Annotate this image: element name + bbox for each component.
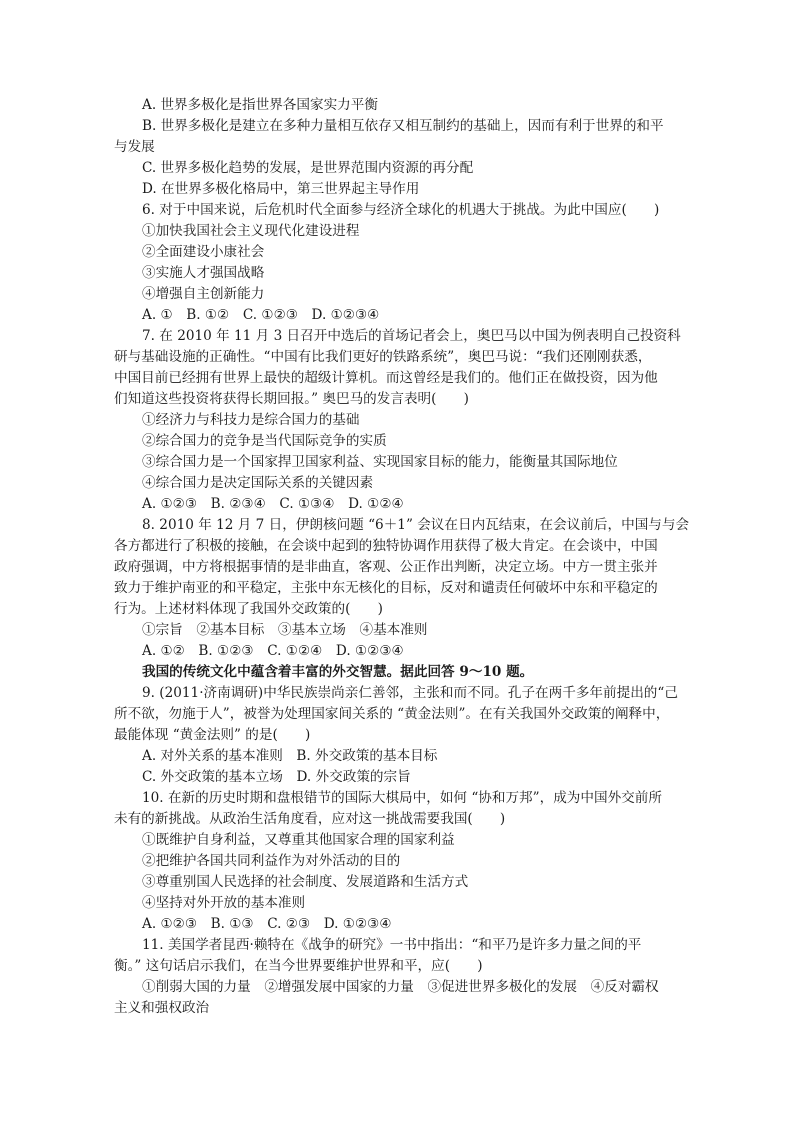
q11-stem-line1: 11. 美国学者昆西·赖特在《战争的研究》一书中指出：“和平乃是许多力量之间的平 — [142, 937, 642, 953]
q6-item-4: ④增强自主创新能力 — [142, 286, 265, 302]
q7-stem-line4: 们知道这些投资将获得长期回报。” 奥巴马的发言表明( ) — [114, 391, 469, 407]
q9-stem-line2: 所不欲，勿施于人”，被誉为处理国家间关系的 “黄金法则”。在有关我国外交政策的阐释中， — [114, 706, 670, 722]
q6-item-3: ③实施人才强国战略 — [142, 265, 265, 281]
q5-option-b-line1: B. 世界多极化是建立在多种力量相互依存又相互制约的基础上，因而有利于世界的和平 — [142, 118, 664, 134]
q8-stem-line1: 8. 2010 年 12 月 7 日，伊朗核问题 “6＋1” 会议在日内瓦结束，在会议前后，中国与与会 — [142, 517, 690, 533]
q8-stem-line3: 政府强调，中方将根据事情的是非曲直，客观、公正作出判断，决定立场。中方一贯主张并 — [114, 559, 658, 575]
q5-option-a: A. 世界多极化是指世界各国家实力平衡 — [142, 97, 378, 113]
q10-item-3: ③尊重别国人民选择的社会制度、发展道路和生活方式 — [142, 874, 469, 890]
q6-choices: A. ① B. ①② C. ①②③ D. ①②③④ — [142, 307, 380, 323]
q9-stem-line1: 9. (2011·济南调研)中华民族崇尚亲仁善邻，主张和而不同。孔子在两千多年前提出的“己 — [142, 685, 678, 701]
q7-choices: A. ①②③ B. ②③④ C. ①③④ D. ①②④ — [142, 496, 404, 512]
q9-choices-line1: A. 对外关系的基本准则 B. 外交政策的基本目标 — [142, 748, 438, 764]
q10-stem-line1: 10. 在新的历史时期和盘根错节的国际大棋局中，如何 “协和万邦”，成为中国外交前所 — [142, 790, 662, 806]
q7-stem-line2: 研与基础设施的正确性。“中国有比我们更好的铁路系统”，奥巴马说：“我们还刚刚获悉， — [114, 349, 652, 365]
q10-choices: A. ①②③ B. ①③ C. ②③ D. ①②③④ — [142, 916, 392, 932]
q8-items: ①宗旨 ②基本目标 ③基本立场 ④基本准则 — [142, 622, 428, 638]
section-intro: 我国的传统文化中蕴含着丰富的外交智慧。据此回答 9～10 题。 — [142, 664, 534, 680]
q9-stem-line3: 最能体现 “黄金法则” 的是( ) — [114, 727, 311, 743]
q10-item-4: ④坚持对外开放的基本准则 — [142, 895, 306, 911]
q8-stem-line4: 致力于维护南亚的和平稳定，主张中东无核化的目标，反对和谴责任何破坏中东和平稳定的 — [114, 580, 658, 596]
q7-stem-line1: 7. 在 2010 年 11 月 3 日召开中选后的首场记者会上，奥巴马以中国为例表明自己投资科 — [142, 328, 681, 344]
q6-item-2: ②全面建设小康社会 — [142, 244, 265, 260]
q11-items-line2: 主义和强权政治 — [114, 1000, 210, 1016]
q11-items-line1: ①削弱大国的力量 ②增强发展中国家的力量 ③促进世界多极化的发展 ④反对霸权 — [142, 979, 659, 995]
q10-stem-line2: 未有的新挑战。从政治生活角度看，应对这一挑战需要我国( ) — [114, 811, 506, 827]
q8-stem-line2: 各方都进行了积极的接触，在会谈中起到的独特协调作用获得了极大肯定。在会谈中，中国 — [114, 538, 658, 554]
q8-choices: A. ①② B. ①②③ C. ①②④ D. ①②③④ — [142, 643, 404, 659]
q7-item-4: ④综合国力是决定国际关系的关键因素 — [142, 475, 374, 491]
q5-option-b-line2: 与发展 — [114, 139, 155, 155]
q7-item-3: ③综合国力是一个国家捍卫国家利益、实现国家目标的能力，能衡量其国际地位 — [142, 454, 618, 470]
q8-stem-line5: 行为。上述材料体现了我国外交政策的( ) — [114, 601, 383, 617]
q11-stem-line2: 衡。” 这句话启示我们，在当今世界要维护世界和平，应( ) — [114, 958, 483, 974]
q10-item-2: ②把维护各国共同利益作为对外活动的目的 — [142, 853, 401, 869]
q6-stem: 6. 对于中国来说，后危机时代全面参与经济全球化的机遇大于挑战。为此中国应( ) — [142, 202, 660, 218]
q7-stem-line3: 中国目前已经拥有世界上最快的超级计算机。而这曾经是我们的。他们正在做投资，因为他 — [114, 370, 658, 386]
question-content — [114, 95, 690, 1019]
q7-item-2: ②综合国力的竞争是当代国际竞争的实质 — [142, 433, 387, 449]
q7-item-1: ①经济力与科技力是综合国力的基础 — [142, 412, 360, 428]
q10-item-1: ①既维护自身利益，又尊重其他国家合理的国家利益 — [142, 832, 455, 848]
q6-item-1: ①加快我国社会主义现代化建设进程 — [142, 223, 360, 239]
q9-choices-line2: C. 外交政策的基本立场 D. 外交政策的宗旨 — [142, 769, 411, 785]
q5-option-c: C. 世界多极化趋势的发展，是世界范围内资源的再分配 — [142, 160, 474, 176]
q5-option-d: D. 在世界多极化格局中，第三世界起主导作用 — [142, 181, 420, 197]
